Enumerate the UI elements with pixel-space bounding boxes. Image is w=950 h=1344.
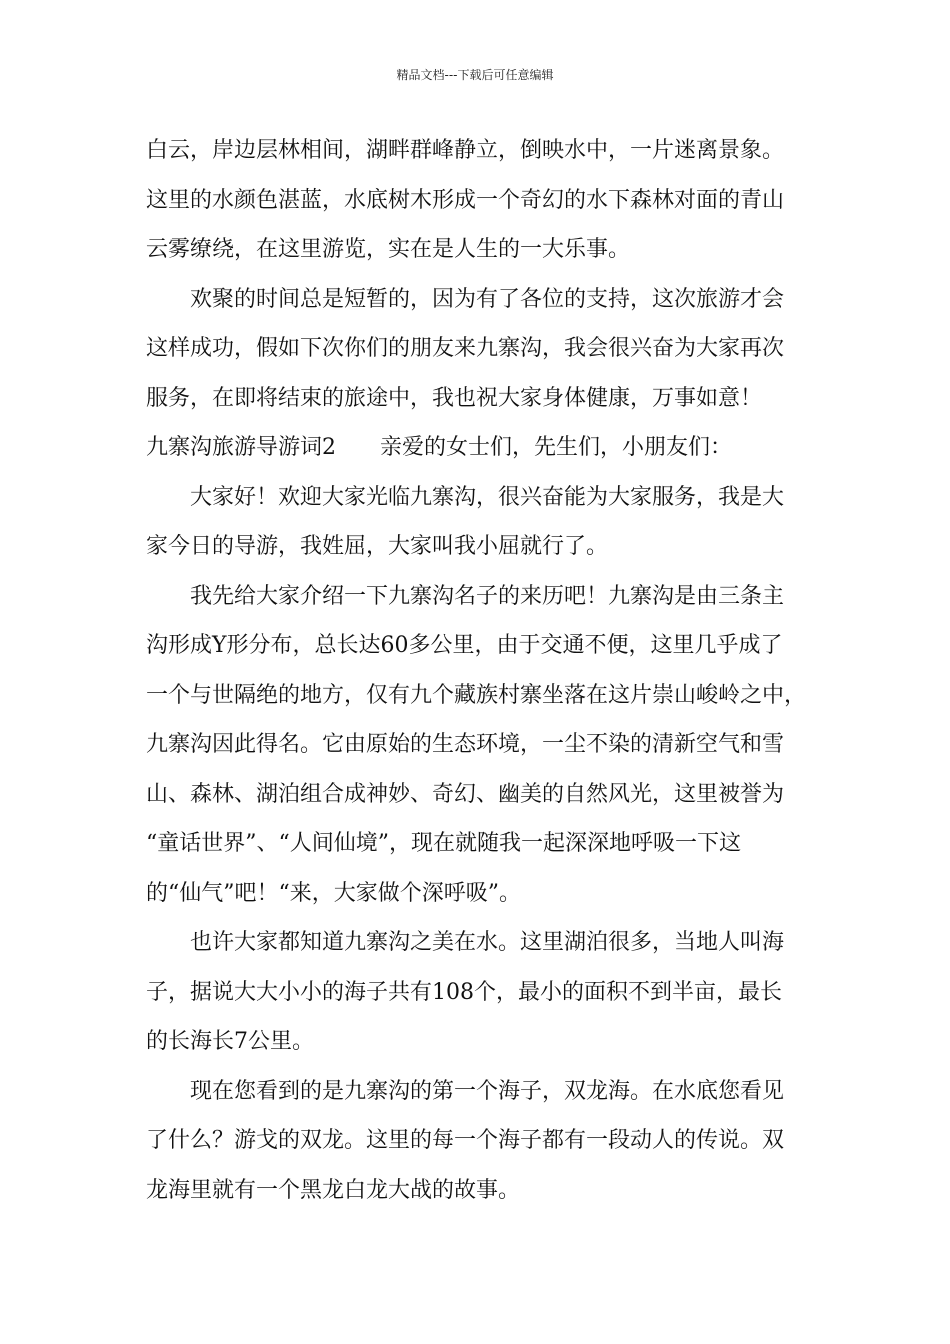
document-body (146, 126, 826, 1215)
section-title: 九寨沟旅游导游词2 (146, 435, 336, 460)
text-line: 也许大家都知道九寨沟之美在水。这里湖泊很多，当地人叫海 (190, 930, 785, 955)
text-line: 这样成功，假如下次你们的朋友来九寨沟，我会很兴奋为大家再次 (146, 336, 785, 361)
text-line: 的长海长7公里。 (146, 1029, 314, 1054)
text-line: 了什么？游戈的双龙。这里的每一个海子都有一段动人的传说。双 (146, 1128, 785, 1153)
text-line: 这里的水颜色湛蓝，水底树木形成一个奇幻的水下森林对面的青山 (146, 187, 785, 213)
text-line: 一个与世隔绝的地方，仅有九个藏族村寨坐落在这片崇山峻岭之中， (146, 682, 807, 708)
page-header: 精品文档---下载后可任意编辑 (396, 68, 554, 82)
text-line: 家今日的导游，我姓屈，大家叫我小屈就行了。 (146, 534, 609, 559)
text-line: 子，据说大大小小的海子共有108个，最小的面积不到半亩，最长 (146, 979, 782, 1005)
text-line: 山、森林、湖泊组合成神妙、奇幻、幽美的自然风光，这里被誉为 (146, 781, 785, 807)
text-line: 沟形成Y形分布，总长达60多公里，由于交通不便，这里几乎成了 (146, 633, 783, 658)
text-line: 龙海里就有一个黑龙白龙大战的故事。 (146, 1177, 521, 1203)
paragraph-6 (146, 1067, 826, 1216)
paragraph-4 (146, 572, 826, 919)
text-line: 服务，在即将结束的旅途中，我也祝大家身体健康，万事如意！ (146, 385, 763, 411)
text-line: 九寨沟因此得名。它由原始的生态环境，一尘不染的清新空气和雪 (146, 732, 785, 757)
text-line: 白云，岸边层林相间，湖畔群峰静立，倒映水中，一片迷离景象。 (146, 138, 785, 163)
text-line: 云雾缭绕，在这里游览，实在是人生的一大乐事。 (146, 237, 631, 262)
text-line: 的“仙气”吧！“来，大家做个深呼吸”。 (146, 880, 521, 906)
greeting: 亲爱的女士们，先生们，小朋友们： (380, 435, 733, 460)
text-line: 大家好！欢迎大家光临九寨沟，很兴奋能为大家服务，我是大 (190, 484, 785, 510)
text-line: 欢聚的时间总是短暂的，因为有了各位的支持，这次旅游才会 (190, 286, 785, 312)
paragraph-1 (146, 126, 826, 275)
text-line: “童话世界”、“人间仙境”，现在就随我一起深深地呼吸一下这 (146, 831, 741, 856)
text-line: 现在您看到的是九寨沟的第一个海子，双龙海。在水底您看见 (190, 1078, 785, 1104)
paragraph-5 (146, 918, 826, 1067)
text-line: 我先给大家介绍一下九寨沟名子的来历吧！九寨沟是由三条主 (190, 583, 785, 609)
section-title-line (146, 423, 826, 473)
paragraph-2 (146, 275, 826, 424)
paragraph-3 (146, 473, 826, 572)
